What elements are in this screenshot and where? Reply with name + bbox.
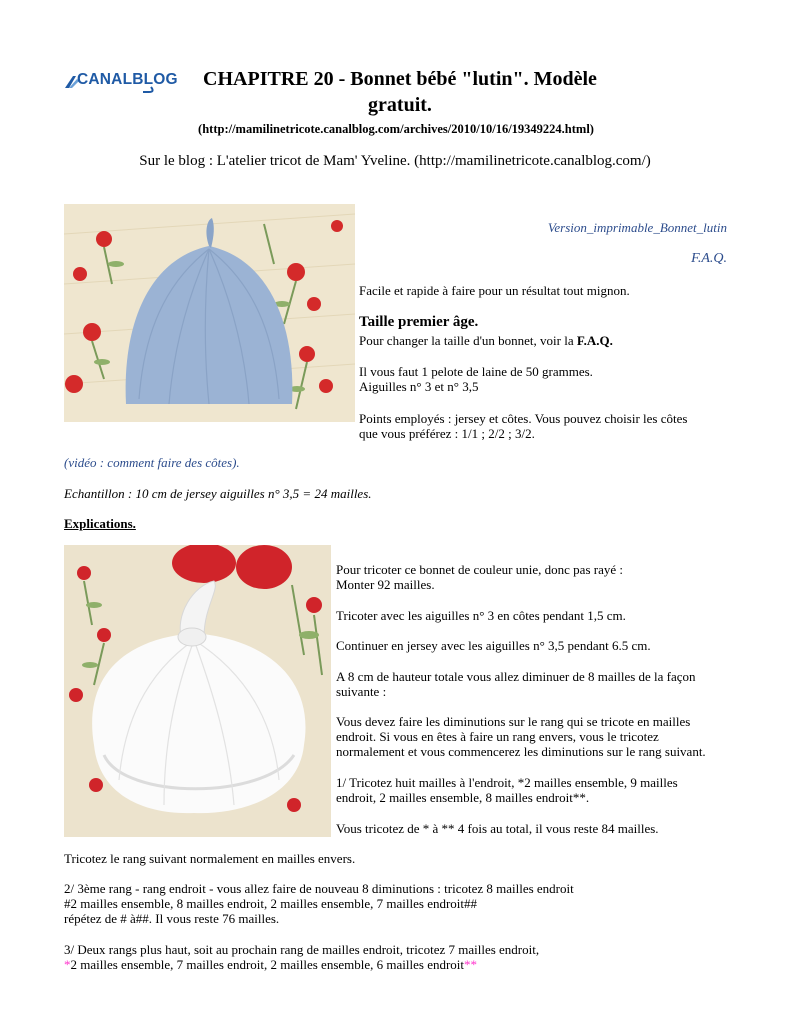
points-line-1: Points employés : jersey et côtes. Vous pouvez choisir les côtes xyxy=(359,411,688,426)
logo-underline-icon xyxy=(63,66,163,96)
echantillon: Echantillon : 10 cm de jersey aiguilles n° 3,5 = 24 mailles. xyxy=(64,486,372,501)
instr-line-5b: suivante : xyxy=(336,684,387,699)
taille-text-main: Pour changer la taille d'un bonnet, voir la xyxy=(359,333,577,348)
instr-line-6c: normalement et vous commencerez les diminutions sur le rang suivant. xyxy=(336,744,706,759)
instr-line-11b-text: 2 mailles ensemble, 7 mailles endroit, 2 mailles ensemble, 6 mailles endroit xyxy=(70,957,465,972)
instr-line-6b: endroit. Si vous en êtes à faire un rang envers, vous le tricotez xyxy=(336,729,659,744)
canalblog-logo[interactable] xyxy=(63,66,178,96)
intro-tagline: Facile et rapide à faire pour un résultat tout mignon. xyxy=(359,283,630,298)
instr-line-10c: répétez de # à##. Il vous reste 76 mailles. xyxy=(64,911,280,926)
instr-line-7a: 1/ Tricotez huit mailles à l'endroit, *2 mailles ensemble, 9 mailles xyxy=(336,775,678,790)
taille-faq-link[interactable]: F.A.Q. xyxy=(576,333,613,348)
materiel-line-2: Aiguilles n° 3 et n° 3,5 xyxy=(359,379,479,394)
photo-blue-hat xyxy=(64,204,355,422)
title-line-2: gratuit. xyxy=(368,94,432,116)
instr-line-3: Tricoter avec les aiguilles n° 3 en côtes pendant 1,5 cm. xyxy=(336,608,626,623)
taille-text xyxy=(359,333,613,349)
points-line-2: que vous préférez : 1/1 ; 2/2 ; 3/2. xyxy=(359,426,535,441)
instr-line-5a: A 8 cm de hauteur totale vous allez diminuer de 8 mailles de la façon xyxy=(336,669,696,684)
instr-line-9: Tricotez le rang suivant normalement en mailles envers. xyxy=(64,851,356,866)
article-url[interactable]: (http://mamilinetricote.canalblog.com/archives/2010/10/16/19349224.html) xyxy=(198,122,594,136)
instr-line-2: Monter 92 mailles. xyxy=(336,577,435,592)
instr-line-1: Pour tricoter ce bonnet de couleur unie, donc pas rayé : xyxy=(336,562,623,577)
photo-white-hat xyxy=(64,545,331,837)
marker-star-end: ** xyxy=(464,957,478,972)
link-version-imprimable[interactable]: Version_imprimable_Bonnet_lutin xyxy=(547,220,727,235)
title-line-1: CHAPITRE 20 - Bonnet bébé "lutin". Modèle xyxy=(203,68,597,90)
link-faq[interactable]: F.A.Q. xyxy=(691,251,727,266)
instr-line-11b xyxy=(64,957,477,973)
explications-heading: Explications. xyxy=(64,516,136,531)
logo-text: CANALBLOG xyxy=(77,71,178,88)
taille-heading: Taille premier âge. xyxy=(359,314,479,330)
instr-line-10b: #2 mailles ensemble, 8 mailles endroit, 2 mailles ensemble, 7 mailles endroit## xyxy=(64,896,478,911)
instr-line-10a: 2/ 3ème rang - rang endroit - vous allez faire de nouveau 8 diminutions : tricotez 8 mailles endroit xyxy=(64,881,574,896)
blog-source-line: Sur le blog : L'atelier tricot de Mam' Yveline. (http://mamilinetricote.canalblog.com/) xyxy=(139,153,651,169)
instr-line-7b: endroit, 2 mailles ensemble, 8 mailles endroit**. xyxy=(336,790,590,805)
marker-star-start: * xyxy=(64,957,71,972)
page-title xyxy=(170,66,630,118)
instr-line-4: Continuer en jersey avec les aiguilles n° 3,5 pendant 6.5 cm. xyxy=(336,638,651,653)
video-link[interactable]: (vidéo : comment faire des côtes). xyxy=(64,455,240,470)
instr-line-6a: Vous devez faire les diminutions sur le rang qui se tricote en mailles xyxy=(336,714,691,729)
instr-line-8: Vous tricotez de * à ** 4 fois au total, il vous reste 84 mailles. xyxy=(336,821,659,836)
materiel-line-1: Il vous faut 1 pelote de laine de 50 grammes. xyxy=(359,364,593,379)
instr-line-11a: 3/ Deux rangs plus haut, soit au prochain rang de mailles endroit, tricotez 7 mailles endroit, xyxy=(64,942,540,957)
